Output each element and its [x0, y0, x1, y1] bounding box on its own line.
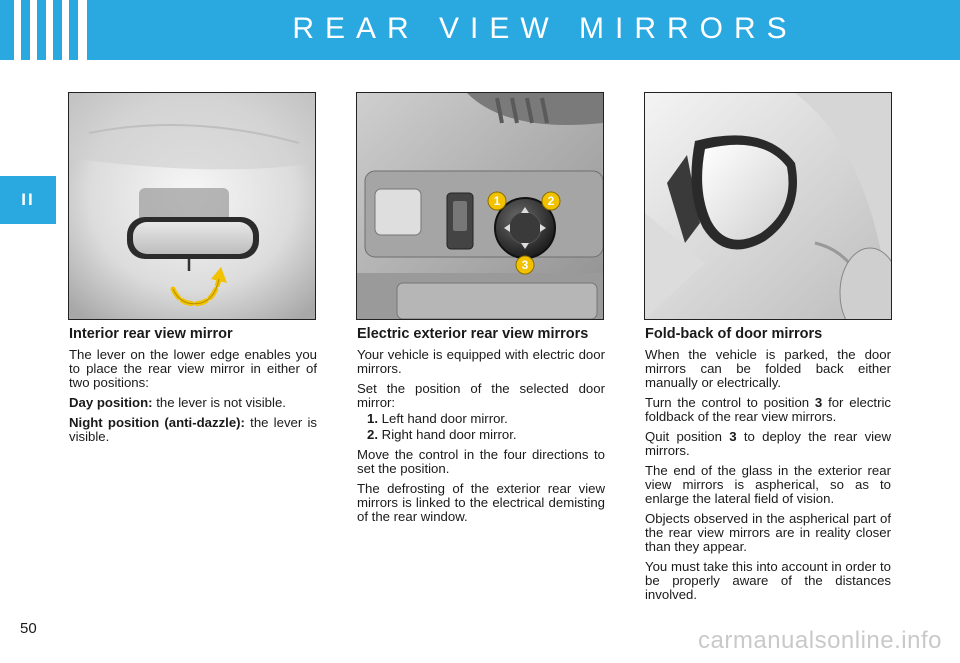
- list-item-left-mirror: 1. Left hand door mirror.: [367, 411, 508, 426]
- mirror-glass: [133, 222, 253, 254]
- night-position-paragraph: Night position (anti-dazzle): the lever is visible.: [69, 415, 317, 444]
- page-header: [0, 0, 960, 60]
- day-position-paragraph: Day position: the lever is not visible.: [69, 395, 286, 410]
- interior-mirror-figure: [68, 92, 316, 320]
- svg-text:2: 2: [547, 194, 555, 208]
- list-item-right-mirror: 2. Right hand door mirror.: [367, 427, 517, 442]
- page-number: 50: [20, 620, 37, 637]
- interior-mirror-section: [69, 326, 317, 450]
- foldback-paragraph-1: When the vehicle is parked, the door mirrors can be folded back either manually or electrically.: [645, 347, 891, 390]
- blank-switch: [375, 189, 421, 235]
- electric-mirror-heading: Electric exterior rear view mirrors: [357, 326, 589, 342]
- section-tab[interactable]: II: [0, 176, 56, 224]
- foldback-paragraph-5: Objects observed in the aspherical part of the rear view mirrors are in reality closer than they appear.: [645, 511, 891, 554]
- interior-mirror-illustration: [69, 93, 315, 319]
- electric-paragraph-1: Your vehicle is equipped with electric door mirrors.: [357, 347, 605, 376]
- door-mirror-figure: [644, 92, 892, 320]
- foldback-paragraph-6: You must take this into account in order to be properly aware of the distances involved.: [645, 559, 891, 602]
- foldback-paragraph-3: Quit position 3 to deploy the rear view mirrors.: [645, 429, 891, 458]
- foldback-section: [645, 326, 891, 608]
- interior-mirror-intro: The lever on the lower edge enables you to place the rear view mirror in either of two positions:: [69, 347, 317, 390]
- header-stripes: [14, 0, 87, 60]
- callout-2: [542, 192, 560, 210]
- svg-text:1: 1: [493, 194, 501, 208]
- callout-1: [488, 192, 506, 210]
- interior-mirror-heading: Interior rear view mirror: [69, 326, 233, 342]
- mirror-control-figure: [356, 92, 604, 320]
- foldback-paragraph-2: Turn the control to position 3 for electric foldback of the rear view mirrors.: [645, 395, 892, 424]
- watermark: carmanualsonline.info: [698, 627, 942, 654]
- foldback-paragraph-4: The end of the glass in the exterior rear view mirrors is aspherical, so as to enlarge the lateral field of vision.: [645, 463, 891, 506]
- svg-text:3: 3: [521, 258, 529, 272]
- electric-paragraph-3: Move the control in the four directions to set the position.: [357, 447, 605, 476]
- door-mirror-illustration: [645, 93, 891, 319]
- electric-paragraph-4: The defrosting of the exterior rear view mirrors is linked to the electrical demisting of the rear window.: [357, 481, 605, 524]
- electric-mirror-section: [357, 326, 605, 530]
- page-title: REAR VIEW MIRRORS: [292, 12, 798, 45]
- callout-3: [516, 256, 534, 274]
- mirror-control-illustration: [357, 93, 603, 319]
- electric-paragraph-2: Set the position of the selected door mirror:: [357, 381, 605, 410]
- foldback-heading: Fold-back of door mirrors: [645, 326, 823, 342]
